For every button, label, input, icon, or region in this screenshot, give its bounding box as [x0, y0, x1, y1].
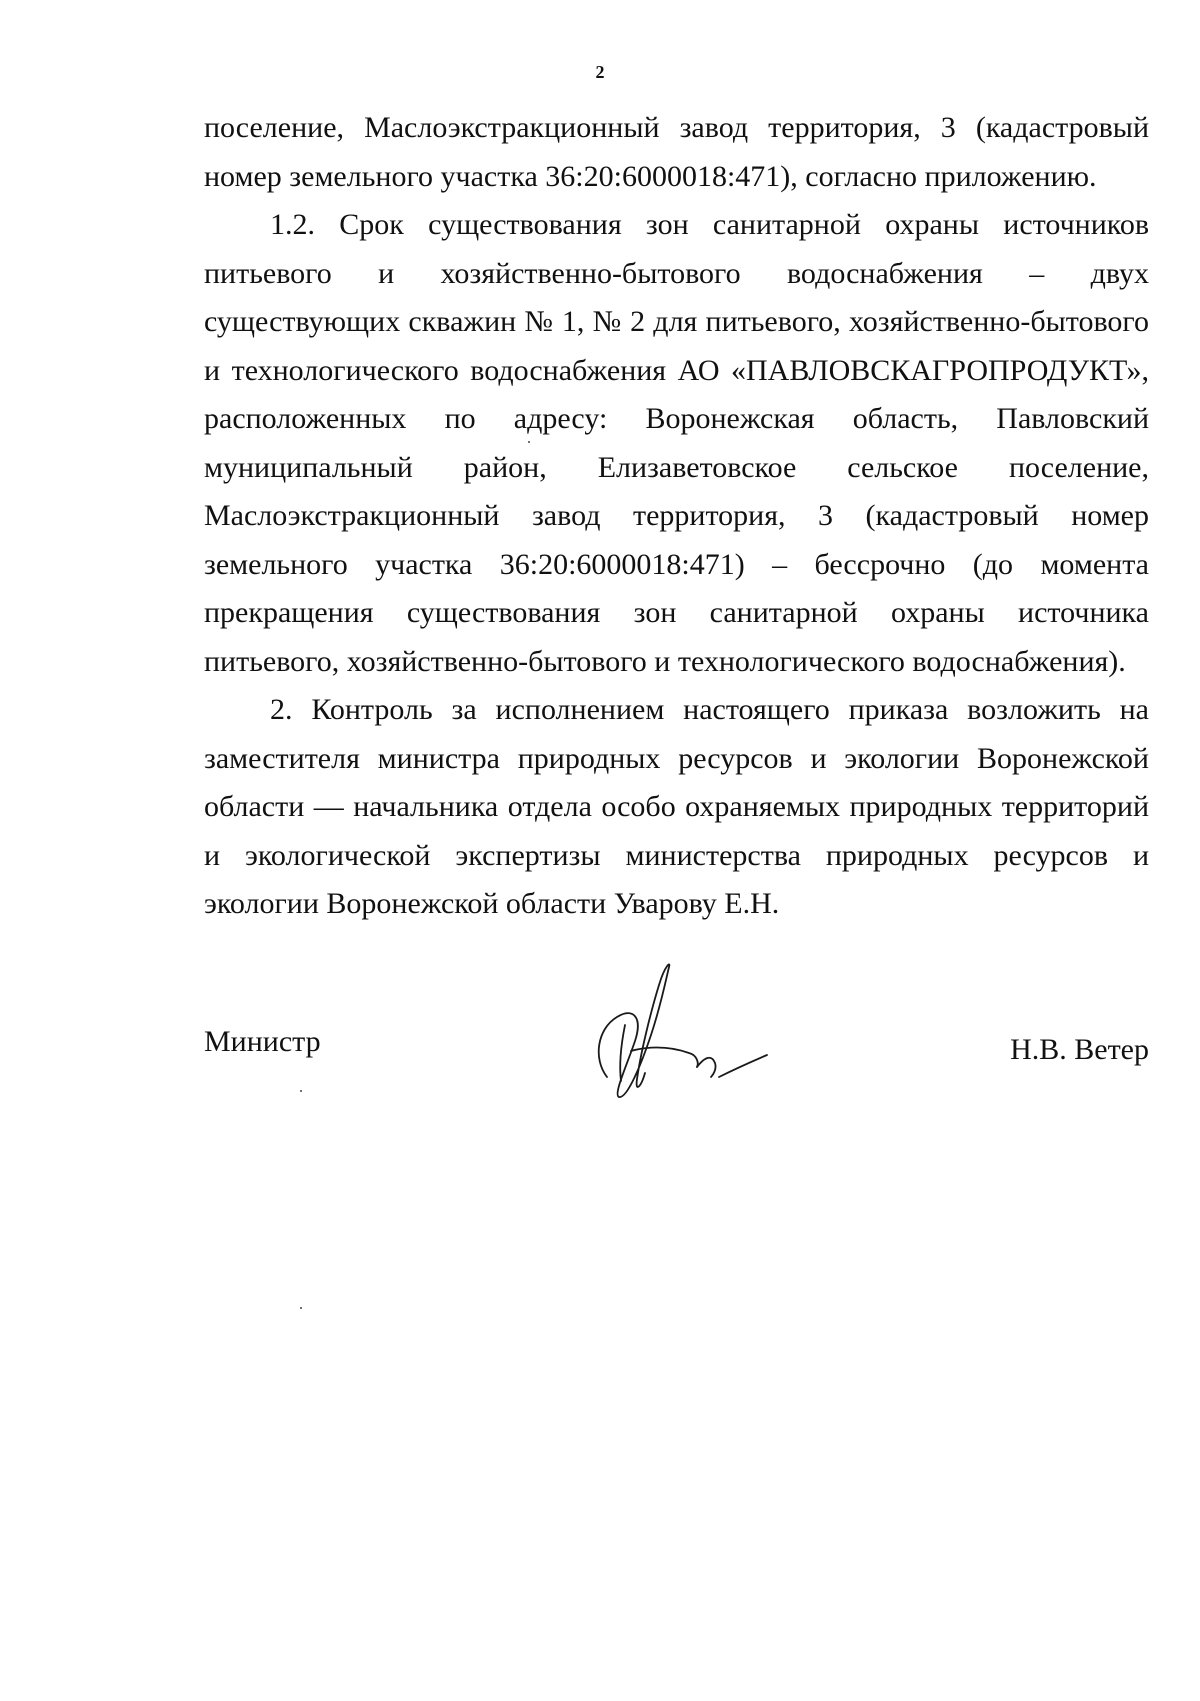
handwritten-signature — [585, 955, 775, 1105]
scan-speck — [528, 441, 530, 443]
scan-speck — [300, 1090, 302, 1092]
signatory-role: Министр — [204, 1025, 321, 1058]
document-body — [204, 104, 1149, 929]
scan-speck — [300, 1307, 302, 1309]
paragraph-continuation: поселение, Маслоэкстракционный завод территория, 3 (кадастровый номер земельного участка 36:20:6000018:471), согласно приложению. — [204, 111, 1149, 193]
paragraph-1-2: 1.2. Срок существования зон санитарной охраны источников питьевого и хозяйственно-бытового водоснабжения – двух существующих скважин № 1, № 2 для питьевого, хозяйственно-бытового и технологического водоснабжения АО «ПАВЛОВСКАГРОПРОДУКТ», расположенных по адресу: Воронежская область, Павловский муниципальный район, Елизаветовское сельское поселение, Маслоэкстракционный завод территория, 3 (кадастровый номер земельного участка 36:20:6000018:471) – бессрочно (до момента прекращения существования зон санитарной охраны источника питьевого, хозяйственно-бытового и технологического водоснабжения). — [204, 208, 1149, 678]
page-number: 2 — [595, 62, 605, 82]
paragraph-2: 2. Контроль за исполнением настоящего приказа возложить на заместителя министра природных ресурсов и экологии Воронежской области — начальника отдела особо охраняемых природных территорий и экологической экспертизы министерства природных ресурсов и экологии Воронежской области Уварову Е.Н. — [204, 693, 1149, 920]
signatory-name: Н.В. Ветер — [1010, 1033, 1149, 1066]
